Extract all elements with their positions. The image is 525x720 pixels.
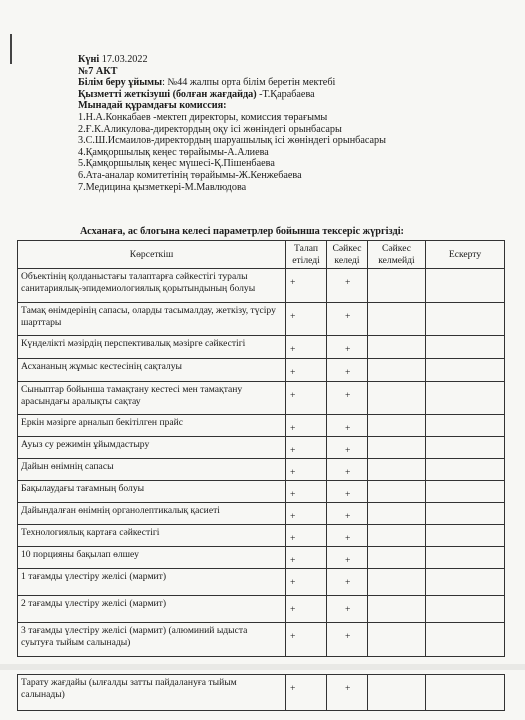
not-matches-cell xyxy=(368,437,426,459)
required-cell: + xyxy=(286,547,327,569)
note-cell xyxy=(426,675,505,711)
required-cell: + xyxy=(286,303,327,336)
indicator-cell: Тарату жағдайы (ылғалды затты пайдалануға тыйым салынады) xyxy=(18,675,286,711)
member-1: 1.Н.А.Конкабаев -мектеп директоры, комиссия төрағымы xyxy=(78,111,328,123)
indicator-cell: Еркін мәзірге арналып бекітілген прайс xyxy=(18,415,286,437)
table-row xyxy=(18,437,505,459)
not-matches-cell xyxy=(368,336,426,359)
not-matches-cell xyxy=(368,503,426,525)
matches-cell: + xyxy=(327,336,368,359)
act-header xyxy=(78,54,498,193)
margin-mark xyxy=(10,34,12,64)
member-4: 4.Қамқоршылық кеңес төрайымы-А.Алиева xyxy=(78,146,269,158)
not-matches-cell xyxy=(368,459,426,481)
note-cell xyxy=(426,336,505,359)
indicator-cell: Тамақ өнімдерінің сапасы, оларды тасымалдау, жеткізу, түсіру шарттары xyxy=(18,303,286,336)
required-cell: + xyxy=(286,336,327,359)
indicator-cell: Сыныптар бойынша тамақтану кестесі мен тамақтану арасындағы аралықты сақтау xyxy=(18,382,286,415)
section-title: Асханаға, ас блогына келесі параметрлер бойынша тексеріс жүргізді: xyxy=(80,226,404,237)
col-header-indicator: Көрсеткіш xyxy=(18,241,286,269)
table-row xyxy=(18,503,505,525)
indicator-cell: Дайындалған өнімнің органолептикалық қасиеті xyxy=(18,503,286,525)
table-row xyxy=(18,336,505,359)
organization-line: Білім беру ұйымы: №44 жалпы орта білім беретін мектебі xyxy=(78,77,336,89)
table-row xyxy=(18,623,505,657)
matches-cell: + xyxy=(327,547,368,569)
not-matches-cell xyxy=(368,569,426,596)
note-cell xyxy=(426,623,505,657)
required-cell: + xyxy=(286,415,327,437)
note-cell xyxy=(426,437,505,459)
indicator-cell: Бақылаудағы тағамның болуы xyxy=(18,481,286,503)
indicator-cell: Ауыз су режимін ұйымдастыру xyxy=(18,437,286,459)
col-header-not-matches: Сәйкес келмейді xyxy=(368,241,426,269)
required-cell: + xyxy=(286,481,327,503)
required-cell: + xyxy=(286,359,327,382)
required-cell: + xyxy=(286,569,327,596)
indicator-cell: 2 тағамды үлестіру желісі (мармит) xyxy=(18,596,286,623)
indicator-cell: Объектінің қолданыстағы талаптарға сәйкестігі туралы санитариялық-эпидемиологиялық қорытындының болуы xyxy=(18,269,286,303)
member-2: 2.Ғ.К.Аликулова-директордың оқу ісі жөніндегі орынбасары xyxy=(78,123,342,135)
required-cell: + xyxy=(286,596,327,623)
matches-cell: + xyxy=(327,459,368,481)
matches-cell: + xyxy=(327,269,368,303)
required-cell: + xyxy=(286,525,327,547)
matches-cell: + xyxy=(327,596,368,623)
note-cell xyxy=(426,415,505,437)
table-row xyxy=(18,382,505,415)
matches-cell: + xyxy=(327,623,368,657)
note-cell xyxy=(426,596,505,623)
note-cell xyxy=(426,359,505,382)
required-cell: + xyxy=(286,437,327,459)
note-cell xyxy=(426,382,505,415)
indicator-cell: 10 порцияны бақылап өлшеу xyxy=(18,547,286,569)
note-cell xyxy=(426,481,505,503)
not-matches-cell xyxy=(368,623,426,657)
table-row xyxy=(18,569,505,596)
matches-cell: + xyxy=(327,303,368,336)
required-cell: + xyxy=(286,503,327,525)
matches-cell: + xyxy=(327,359,368,382)
table-row xyxy=(18,459,505,481)
table-row xyxy=(18,525,505,547)
table-row xyxy=(18,415,505,437)
member-3: 3.С.Ш.Исмаилов-директордың шаруашылық ісі жөніндегі орынбасары xyxy=(78,135,386,147)
note-cell xyxy=(426,525,505,547)
not-matches-cell xyxy=(368,359,426,382)
matches-cell: + xyxy=(327,503,368,525)
not-matches-cell xyxy=(368,525,426,547)
indicator-cell: 1 тағамды үлестіру желісі (мармит) xyxy=(18,569,286,596)
supplier-line: Қызметті жеткізуші (болған жағдайда) -Т.Қарабаева xyxy=(78,88,315,100)
col-header-required: Талап етіледі xyxy=(286,241,327,269)
not-matches-cell xyxy=(368,596,426,623)
col-header-note: Ескерту xyxy=(426,241,505,269)
commission-title: Мынадай құрамдағы комиссия: xyxy=(78,100,227,112)
table-header-row xyxy=(18,241,505,269)
note-cell xyxy=(426,269,505,303)
note-cell xyxy=(426,547,505,569)
required-cell: + xyxy=(286,382,327,415)
indicator-cell: Күнделікті мәзірдің перспективалық мәзірге сәйкестігі xyxy=(18,336,286,359)
table-row xyxy=(18,359,505,382)
note-cell xyxy=(426,569,505,596)
date-line: Күні 17.03.2022 xyxy=(78,54,148,65)
table-row xyxy=(18,596,505,623)
table-row xyxy=(18,303,505,336)
matches-cell: + xyxy=(327,675,368,711)
required-cell: + xyxy=(286,675,327,711)
matches-cell: + xyxy=(327,481,368,503)
member-7: 7.Медицина қызметкері-М.Мавлюдова xyxy=(78,181,247,193)
required-cell: + xyxy=(286,623,327,657)
table-row xyxy=(18,547,505,569)
not-matches-cell xyxy=(368,269,426,303)
matches-cell: + xyxy=(327,415,368,437)
member-5: 5.Қамқоршылық кеңес мүшесі-Қ.Пішенбаева xyxy=(78,158,275,170)
not-matches-cell xyxy=(368,382,426,415)
note-cell xyxy=(426,503,505,525)
not-matches-cell xyxy=(368,675,426,711)
indicator-cell: Технологиялық картаға сәйкестігі xyxy=(18,525,286,547)
inspection-table xyxy=(17,240,505,657)
not-matches-cell xyxy=(368,481,426,503)
required-cell: + xyxy=(286,269,327,303)
col-header-matches: Сәйкес келеді xyxy=(327,241,368,269)
indicator-cell: 3 тағамды үлестіру желісі (мармит) (алюминий ыдыста суытуға тыйым салынады) xyxy=(18,623,286,657)
act-title: №7 АКТ xyxy=(78,65,118,77)
required-cell: + xyxy=(286,459,327,481)
matches-cell: + xyxy=(327,437,368,459)
page-divider xyxy=(0,664,525,670)
not-matches-cell xyxy=(368,547,426,569)
matches-cell: + xyxy=(327,382,368,415)
indicator-cell: Асхананың жұмыс кестесінің сақталуы xyxy=(18,359,286,382)
table-row xyxy=(18,675,505,711)
not-matches-cell xyxy=(368,415,426,437)
indicator-cell: Дайын өнімнің сапасы xyxy=(18,459,286,481)
note-cell xyxy=(426,459,505,481)
member-6: 6.Ата-аналар комитетінің төрайымы-Ж.Кенжебаева xyxy=(78,169,302,181)
table-row xyxy=(18,481,505,503)
inspection-table-continued xyxy=(17,674,505,711)
table-row xyxy=(18,269,505,303)
not-matches-cell xyxy=(368,303,426,336)
matches-cell: + xyxy=(327,569,368,596)
matches-cell: + xyxy=(327,525,368,547)
note-cell xyxy=(426,303,505,336)
